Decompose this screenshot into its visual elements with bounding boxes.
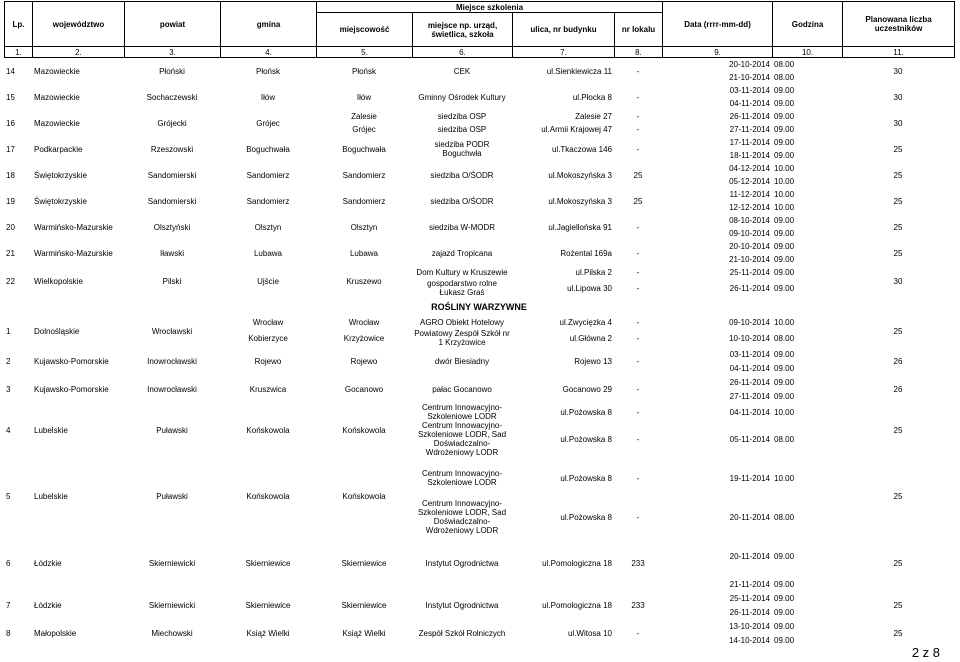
- row-wojewodztwo: Wielkopolskie: [34, 277, 83, 286]
- row-date: 10-10-2014: [729, 333, 770, 343]
- row-time: 09.00: [774, 229, 795, 238]
- row-miejsce: pałac Gocanowo: [432, 384, 492, 394]
- row-ulica: ul.Pożowska 8: [560, 407, 612, 417]
- col-ulica: ulica, nr budynku: [513, 13, 615, 47]
- table-row: [4, 535, 954, 577]
- row-lokal: 25: [633, 170, 643, 180]
- row-participants: 26: [893, 384, 903, 394]
- section-title: ROŚLINY WARZYWNE: [431, 302, 527, 312]
- row-date: 19-11-2014: [729, 473, 770, 483]
- table-row: [4, 84, 954, 97]
- table-row: [4, 403, 954, 421]
- row-wojewodztwo: Mazowieckie: [34, 92, 80, 102]
- row-gmina: Grójec: [256, 118, 280, 128]
- row-lokal: -: [636, 248, 640, 258]
- row-lokal: -: [636, 125, 640, 134]
- row-miejscowosc: Sandomierz: [342, 170, 386, 180]
- row-ulica: ul.Pomologiczna 18: [542, 558, 612, 568]
- row-miejsce: Centrum Innowacyjno-Szkoleniowe LODR, Sad Doświadczalno-Wdrożeniowy LODR: [417, 499, 507, 535]
- row-participants: 30: [893, 66, 903, 76]
- row-ulica: ul.Mokoszyńska 3: [548, 196, 612, 206]
- table-row: [4, 136, 954, 149]
- row-date: 04-11-2014: [729, 407, 770, 417]
- row-miejscowosc: Końskowola: [342, 491, 386, 501]
- row-participants: 25: [893, 628, 903, 638]
- row-lokal: -: [636, 268, 640, 277]
- row-wojewodztwo: Lubelskie: [34, 425, 68, 435]
- row-date: 09-10-2014: [729, 229, 770, 238]
- row-participants: 25: [893, 600, 903, 610]
- row-powiat: Skierniewicki: [148, 558, 196, 568]
- row-lp: 15: [6, 92, 15, 102]
- row-lp: 6: [6, 558, 11, 568]
- row-date: 12-12-2014: [729, 203, 770, 212]
- row-miejsce: siedziba W-MODR: [428, 222, 496, 232]
- row-wojewodztwo: Warmińsko-Mazurskie: [34, 222, 113, 232]
- row-gmina: Książ Wielki: [246, 628, 290, 638]
- table-row: [4, 240, 954, 253]
- row-powiat: Inowrocławski: [147, 356, 197, 366]
- row-time: 09.00: [774, 216, 795, 225]
- row-ulica: ul.Pożowska 8: [560, 434, 612, 444]
- row-gmina: Końskowola: [246, 425, 290, 435]
- row-date: 26-11-2014: [729, 283, 770, 293]
- table-row: [4, 266, 954, 279]
- row-time: 09.00: [774, 99, 795, 108]
- row-miejscowosc: Lubawa: [349, 248, 379, 258]
- row-ulica: ul.Pilska 2: [575, 268, 612, 277]
- row-date: 14-10-2014: [729, 635, 770, 645]
- row-lokal: -: [636, 66, 640, 76]
- row-time: 09.00: [774, 125, 795, 134]
- row-time: 09.00: [774, 138, 795, 147]
- col-lp: Lp.: [5, 2, 33, 47]
- row-wojewodztwo: Łódzkie: [34, 600, 62, 610]
- row-miejsce: siedziba OSP: [437, 125, 487, 134]
- col-lokal: nr lokalu: [615, 13, 663, 47]
- section2-title-wrap: [4, 297, 954, 315]
- table-row: [4, 58, 954, 71]
- row-time: 09.00: [774, 551, 795, 561]
- row-time: 09.00: [774, 635, 795, 645]
- row-miejsce: Powiatowy Zespół Szkół nr 1 Krzyżowice: [414, 329, 510, 347]
- row-date: 05-12-2014: [729, 177, 770, 186]
- row-time: 10.00: [774, 407, 795, 417]
- row-date: 25-11-2014: [729, 593, 770, 603]
- row-participants: 30: [893, 118, 903, 128]
- table-row: [4, 591, 954, 605]
- row-date: 03-11-2014: [729, 86, 770, 95]
- row-lp: 7: [6, 600, 11, 610]
- row-date: 17-11-2014: [729, 138, 770, 147]
- row-date: 25-11-2014: [729, 268, 770, 277]
- col-liczba: Planowana liczba uczestników: [843, 2, 955, 47]
- row-time: 10.00: [774, 317, 795, 327]
- row-miejsce: Instytut Ogrodnictwa: [425, 558, 499, 568]
- row-lokal: -: [636, 317, 640, 327]
- section1-table: [4, 58, 954, 297]
- row-lp: 2: [6, 356, 11, 366]
- row-miejscowosc: Gocanowo: [344, 384, 384, 394]
- row-time: 10.00: [774, 177, 795, 186]
- row-lokal: -: [636, 283, 640, 293]
- row-miejsce: Centrum Innowacyjno-Szkoleniowe LODR: [421, 469, 503, 487]
- row-powiat: Sochaczewski: [146, 92, 198, 102]
- row-miejscowosc: Skierniewice: [341, 558, 387, 568]
- row-miejscowosc: Boguchwała: [342, 144, 386, 154]
- row-gmina: Sandomierz: [246, 196, 290, 206]
- row-miejsce: siedziba OSP: [437, 112, 487, 121]
- row-lp: 20: [6, 222, 15, 232]
- row-powiat: Sandomierski: [147, 170, 197, 180]
- row-miejsce: zajazd Tropicana: [431, 248, 493, 258]
- table-row: [4, 110, 954, 123]
- row-lokal: -: [636, 333, 640, 343]
- row-miejsce: Dom Kultury w Kruszewie: [416, 268, 508, 277]
- col-gmina: gmina: [221, 2, 317, 47]
- row-time: 09.00: [774, 363, 795, 373]
- row-gmina: Iłów: [260, 92, 276, 102]
- row-time: 09.00: [774, 579, 795, 589]
- row-date: 13-10-2014: [729, 621, 770, 631]
- row-wojewodztwo: Dolnośląskie: [34, 326, 80, 336]
- row-miejsce: Zespół Szkół Rolniczych: [418, 628, 506, 638]
- row-ulica: ul.Sienkiewicza 11: [546, 66, 612, 76]
- row-date: 04-11-2014: [729, 363, 770, 373]
- row-lp: 18: [6, 170, 15, 180]
- row-time: 09.00: [774, 268, 795, 277]
- row-date: 04-11-2014: [729, 99, 770, 108]
- row-miejscowosc: Kruszewo: [346, 277, 382, 286]
- header-table: [4, 1, 955, 58]
- table-row: [4, 457, 954, 499]
- row-lokal: -: [636, 92, 640, 102]
- row-ulica: ul.Armii Krajowej 47: [541, 125, 612, 134]
- row-time: 09.00: [774, 349, 795, 359]
- row-date: 21-10-2014: [729, 255, 770, 264]
- row-time: 10.00: [774, 473, 795, 483]
- row-lp: 1: [6, 326, 11, 336]
- row-powiat: Puławski: [156, 491, 188, 501]
- row-wojewodztwo: Kujawsko-Pomorskie: [34, 384, 109, 394]
- row-gmina: Boguchwała: [246, 144, 290, 154]
- row-ulica: ul.Zwycięzka 4: [559, 317, 612, 327]
- row-miejscowosc: Skierniewice: [341, 600, 387, 610]
- row-miejscowosc: Zalesie: [351, 112, 377, 121]
- row-miejsce: Centrum Innowacyjno-Szkoleniowe LODR, Sad Doświadczalno-Wdrożeniowy LODR: [417, 421, 507, 457]
- row-powiat: Rzeszowski: [150, 144, 194, 154]
- row-gmina: Skierniewice: [245, 558, 291, 568]
- column-number: 3.: [125, 47, 221, 58]
- row-wojewodztwo: Świętokrzyskie: [34, 170, 87, 180]
- row-lokal: -: [636, 628, 640, 638]
- row-wojewodztwo: Kujawsko-Pomorskie: [34, 356, 109, 366]
- col-miejsce: miejsce np. urząd, świetlica, szkoła: [413, 13, 513, 47]
- page-number: 2 z 8: [911, 645, 940, 660]
- row-lp: 14: [6, 66, 15, 76]
- row-time: 08.00: [774, 512, 795, 522]
- row-lokal: -: [636, 112, 640, 121]
- row-gmina: Lubawa: [253, 248, 283, 258]
- row-miejscowosc: Płońsk: [351, 66, 376, 76]
- row-time: 09.00: [774, 242, 795, 251]
- column-number: 9.: [663, 47, 773, 58]
- column-number: 6.: [413, 47, 513, 58]
- row-gmina: Sandomierz: [246, 170, 290, 180]
- row-gmina: Płońsk: [255, 66, 280, 76]
- row-wojewodztwo: Świętokrzyskie: [34, 196, 87, 206]
- row-miejsce: dwór Biesiadny: [434, 356, 490, 366]
- row-participants: 25: [893, 491, 903, 501]
- column-number: 2.: [33, 47, 125, 58]
- row-time: 08.00: [774, 333, 795, 343]
- row-date: 09-10-2014: [729, 317, 770, 327]
- row-powiat: Sandomierski: [147, 196, 197, 206]
- row-miejscowosc: Iłów: [356, 92, 372, 102]
- row-miejsce: siedziba O/ŚODR: [430, 170, 494, 180]
- row-date: 18-11-2014: [729, 151, 770, 160]
- row-powiat: Iławski: [159, 248, 184, 258]
- row-lp: 22: [6, 277, 15, 286]
- row-participants: 25: [893, 170, 903, 180]
- row-powiat: Skierniewicki: [148, 600, 196, 610]
- row-miejsce: Instytut Ogrodnictwa: [425, 600, 499, 610]
- row-lokal: -: [636, 473, 640, 483]
- row-gmina: Olsztyn: [254, 222, 282, 232]
- row-lokal: 233: [631, 600, 645, 610]
- column-number: 7.: [513, 47, 615, 58]
- row-ulica: Gocanowo 29: [562, 384, 612, 394]
- row-miejscowosc: Grójec: [352, 125, 376, 134]
- row-miejscowosc: Rojewo: [350, 356, 378, 366]
- row-powiat: Pilski: [162, 277, 182, 286]
- column-number: 8.: [615, 47, 663, 58]
- row-time: 09.00: [774, 151, 795, 160]
- row-participants: 25: [893, 144, 903, 154]
- row-wojewodztwo: Podkarpackie: [34, 144, 83, 154]
- row-time: 10.00: [774, 203, 795, 212]
- row-lp: 19: [6, 196, 15, 206]
- row-participants: 30: [893, 277, 903, 286]
- row-powiat: Olsztyński: [153, 222, 191, 232]
- row-miejsce: siedziba O/ŚODR: [430, 196, 494, 206]
- row-lokal: -: [636, 407, 640, 417]
- row-date: 21-10-2014: [729, 73, 770, 82]
- table-row: [4, 315, 954, 329]
- column-number: 10.: [773, 47, 843, 58]
- table-row: [4, 188, 954, 201]
- row-lokal: 233: [631, 558, 645, 568]
- row-ulica: ul.Tkaczowa 146: [551, 144, 612, 154]
- col-group-miejsce: Miejsce szkolenia: [317, 2, 663, 13]
- row-date: 26-11-2014: [729, 112, 770, 121]
- table-row: [4, 214, 954, 227]
- row-time: 09.00: [774, 86, 795, 95]
- row-participants: 26: [893, 356, 903, 366]
- table-row: [4, 347, 954, 361]
- column-number: 5.: [317, 47, 413, 58]
- row-ulica: ul.Pożowska 8: [560, 512, 612, 522]
- row-lokal: 25: [633, 196, 643, 206]
- row-time: 08.00: [774, 434, 795, 444]
- row-powiat: Grójecki: [157, 118, 187, 128]
- row-miejscowosc: Końskowola: [342, 425, 386, 435]
- row-participants: 25: [893, 326, 903, 336]
- row-time: 09.00: [774, 593, 795, 603]
- column-number: 4.: [221, 47, 317, 58]
- row-participants: 30: [893, 92, 903, 102]
- row-time: 09.00: [774, 607, 795, 617]
- row-gmina: Skierniewice: [245, 600, 291, 610]
- row-lokal: -: [636, 384, 640, 394]
- row-lp: 3: [6, 384, 11, 394]
- row-miejscowosc: Sandomierz: [342, 196, 386, 206]
- row-date: 26-11-2014: [729, 607, 770, 617]
- row-miejscowosc: Wrocław: [348, 317, 380, 327]
- col-powiat: powiat: [125, 2, 221, 47]
- row-time: 09.00: [774, 112, 795, 121]
- section2-table: [4, 315, 954, 647]
- row-date: 27-11-2014: [729, 391, 770, 401]
- col-miejscowosc: miejscowość: [317, 13, 413, 47]
- row-time: 09.00: [774, 391, 795, 401]
- row-lp: 8: [6, 628, 11, 638]
- row-ulica: ul.Pożowska 8: [560, 473, 612, 483]
- row-wojewodztwo: Małopolskie: [34, 628, 77, 638]
- row-participants: 25: [893, 196, 903, 206]
- row-lokal: -: [636, 222, 640, 232]
- row-powiat: Miechowski: [151, 628, 193, 638]
- row-date: 08-10-2014: [729, 216, 770, 225]
- col-wojewodztwo: województwo: [33, 2, 125, 47]
- row-miejsce: Gminny Ośrodek Kultury: [418, 92, 506, 102]
- col-godzina: Godzina: [773, 2, 843, 47]
- row-powiat: Puławski: [156, 425, 188, 435]
- row-lokal: -: [636, 356, 640, 366]
- row-date: 20-10-2014: [729, 60, 770, 69]
- row-miejsce: siedziba PODR Boguchwła: [434, 140, 490, 158]
- row-lokal: -: [636, 512, 640, 522]
- row-date: 05-11-2014: [729, 434, 770, 444]
- row-powiat: Wrocławski: [151, 326, 193, 336]
- row-lp: 17: [6, 144, 15, 154]
- column-number: 11.: [843, 47, 955, 58]
- row-participants: 25: [893, 222, 903, 232]
- row-lokal: -: [636, 144, 640, 154]
- row-date: 04-12-2014: [729, 164, 770, 173]
- schedule-sheet: [4, 1, 954, 647]
- row-ulica: Zalesie 27: [575, 112, 612, 121]
- row-miejsce: AGRO Obiekt Hotelowy: [419, 317, 505, 327]
- row-wojewodztwo: Warmińsko-Mazurskie: [34, 248, 113, 258]
- row-gmina: Ujście: [257, 277, 279, 286]
- row-miejscowosc: Książ Wielki: [342, 628, 386, 638]
- row-time: 09.00: [774, 377, 795, 387]
- row-ulica: ul.Mokoszyńska 3: [548, 170, 612, 180]
- row-time: 09.00: [774, 621, 795, 631]
- row-time: 10.00: [774, 164, 795, 173]
- row-lp: 5: [6, 491, 11, 501]
- row-gmina: Końskowola: [246, 491, 290, 501]
- row-participants: 25: [893, 425, 903, 435]
- row-participants: 25: [893, 558, 903, 568]
- row-date: 27-11-2014: [729, 125, 770, 134]
- row-gmina: Kruszwica: [249, 384, 287, 394]
- row-time: 09.00: [774, 283, 795, 293]
- row-powiat: Płoński: [159, 66, 185, 76]
- row-time: 09.00: [774, 255, 795, 264]
- row-ulica: Rojewo 13: [574, 356, 612, 366]
- table-row: [4, 619, 954, 633]
- row-miejscowosc: Krzyżowice: [343, 333, 385, 343]
- row-miejsce: CEK: [453, 66, 471, 76]
- row-ulica: ul.Płocka 8: [572, 92, 612, 102]
- row-date: 20-11-2014: [729, 551, 770, 561]
- row-ulica: ul.Główna 2: [569, 333, 612, 343]
- row-gmina: Rojewo: [254, 356, 282, 366]
- row-lp: 16: [6, 118, 15, 128]
- row-date: 03-11-2014: [729, 349, 770, 359]
- row-miejsce: gospodarstwo rolne Łukasz Graś: [427, 279, 497, 297]
- row-ulica: Rożental 169a: [560, 248, 612, 258]
- row-wojewodztwo: Łódzkie: [34, 558, 62, 568]
- col-data: Data (rrrr-mm-dd): [663, 2, 773, 47]
- row-date: 26-11-2014: [729, 377, 770, 387]
- table-row: [4, 162, 954, 175]
- row-date: 20-11-2014: [729, 512, 770, 522]
- row-gmina: Kobierzyce: [248, 333, 288, 343]
- row-lp: 4: [6, 425, 11, 435]
- row-date: 21-11-2014: [729, 579, 770, 589]
- column-numbers-row: [5, 47, 955, 58]
- row-participants: 25: [893, 248, 903, 258]
- row-powiat: Inowrocławski: [147, 384, 197, 394]
- table-row: [4, 375, 954, 389]
- row-time: 08.00: [774, 73, 795, 82]
- row-lp: 21: [6, 248, 15, 258]
- row-ulica: ul.Jagiellońska 91: [548, 222, 612, 232]
- row-wojewodztwo: Mazowieckie: [34, 66, 80, 76]
- row-wojewodztwo: Lubelskie: [34, 491, 68, 501]
- column-number: 1.: [5, 47, 33, 58]
- row-miejscowosc: Olsztyn: [350, 222, 378, 232]
- row-gmina: Wrocław: [252, 317, 284, 327]
- row-date: 20-10-2014: [729, 242, 770, 251]
- row-ulica: ul.Pomologiczna 18: [542, 600, 612, 610]
- row-ulica: ul.Witosa 10: [567, 628, 612, 638]
- row-date: 11-12-2014: [729, 190, 770, 199]
- row-miejsce: Centrum Innowacyjno-Szkoleniowe LODR: [421, 403, 503, 421]
- row-lokal: -: [636, 434, 640, 444]
- row-time: 08.00: [774, 60, 795, 69]
- row-wojewodztwo: Mazowieckie: [34, 118, 80, 128]
- row-time: 10.00: [774, 190, 795, 199]
- row-ulica: ul.Lipowa 30: [567, 283, 612, 293]
